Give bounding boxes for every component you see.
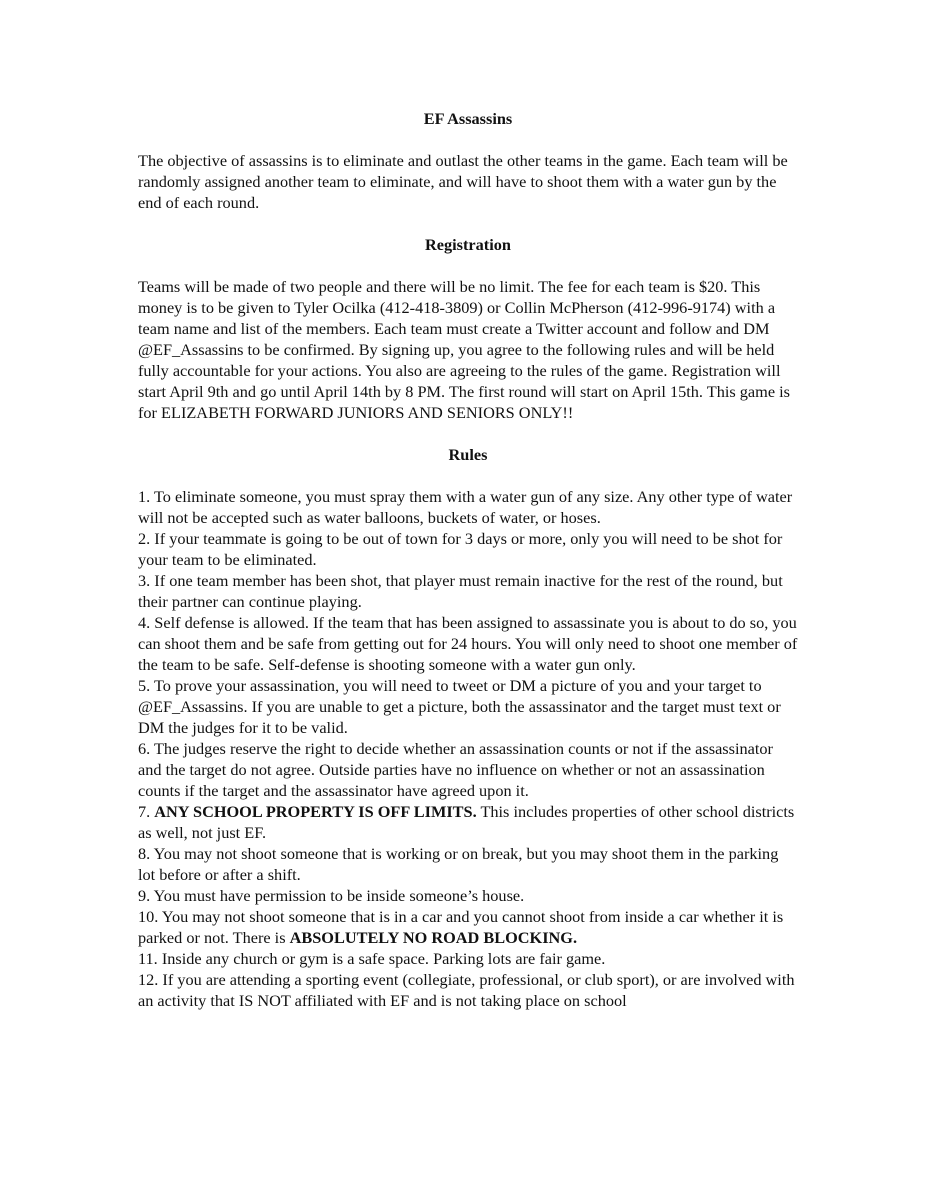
rule-item-9: 9. You must have permission to be inside someone’s house.	[138, 886, 525, 905]
rule-item-7	[138, 801, 798, 843]
rule-item-8: 8. You may not shoot someone that is working or on break, but you may shoot them in the parking lot before or after a shift.	[138, 844, 779, 884]
spacer	[138, 423, 798, 444]
rule-item-12: 12. If you are attending a sporting event (collegiate, professional, or club sport), or are involved with an activity that IS NOT affiliated with EF and is not taking place on school	[138, 970, 795, 1010]
rule-10-emphasis: ABSOLUTELY NO ROAD BLOCKING.	[289, 928, 578, 947]
intro-paragraph: The objective of assassins is to eliminate and outlast the other teams in the game. Each team will be randomly assigned another team to eliminate, and will have to shoot them with a water gun by the end of each round.	[138, 151, 788, 212]
spacer	[138, 465, 798, 486]
rule-7-text: This includes properties of other school districts as well, not just EF.	[138, 802, 795, 842]
spacer	[138, 129, 798, 150]
registration-heading: Registration	[425, 235, 511, 254]
rule-item-1: 1. To eliminate someone, you must spray them with a water gun of any size. Any other type of water will not be accepted such as water balloons, buckets of water, or hoses.	[138, 487, 793, 527]
spacer	[138, 255, 798, 276]
rule-item-10	[138, 906, 798, 948]
rule-item-11: 11. Inside any church or gym is a safe space. Parking lots are fair game.	[138, 949, 606, 968]
document-body	[138, 108, 798, 1011]
rule-7-number: 7.	[138, 802, 155, 821]
spacer	[138, 213, 798, 234]
rule-10-text: 10. You may not shoot someone that is in a car and you cannot shoot from inside a car whether it is parked or not. There is	[138, 907, 784, 947]
rule-item-6: 6. The judges reserve the right to decide whether an assassination counts or not if the assassinator and the target do not agree. Outside parties have no influence on whether or not an assassination counts if the target and the assassinator have agreed upon it.	[138, 739, 773, 800]
rule-item-3: 3. If one team member has been shot, that player must remain inactive for the rest of the round, but their partner can continue playing.	[138, 571, 783, 611]
rule-item-4: 4. Self defense is allowed. If the team that has been assigned to assassinate you is about to do so, you can shoot them and be safe from getting out for 24 hours. You will only need to shoot one member of the team to be safe. Self-defense is shooting someone with a water gun only.	[138, 613, 798, 674]
rules-heading: Rules	[448, 445, 488, 464]
rule-item-2: 2. If your teammate is going to be out of town for 3 days or more, only you will need to be shot for your team to be eliminated.	[138, 529, 783, 569]
document-title: EF Assassins	[423, 109, 513, 128]
rule-7-emphasis: ANY SCHOOL PROPERTY IS OFF LIMITS.	[154, 802, 477, 821]
rules-list	[138, 486, 798, 1011]
rule-item-5: 5. To prove your assassination, you will need to tweet or DM a picture of you and your target to @EF_Assassins. If you are unable to get a picture, both the assassinator and the target must text or DM the judges for it to be valid.	[138, 676, 781, 737]
registration-paragraph: Teams will be made of two people and there will be no limit. The fee for each team is $20. This money is to be given to Tyler Ocilka (412-418-3809) or Collin McPherson (412-996-9174) with a team name and list of the members. Each team must create a Twitter account and follow and DM @EF_Assassins to be confirmed. By signing up, you agree to the following rules and will be held fully accountable for your actions. You also are agreeing to the rules of the game. Registration will start April 9th and go until April 14th by 8 PM. The first round will start on April 15th. This game is for ELIZABETH FORWARD JUNIORS AND SENIORS ONLY!!	[138, 277, 790, 422]
